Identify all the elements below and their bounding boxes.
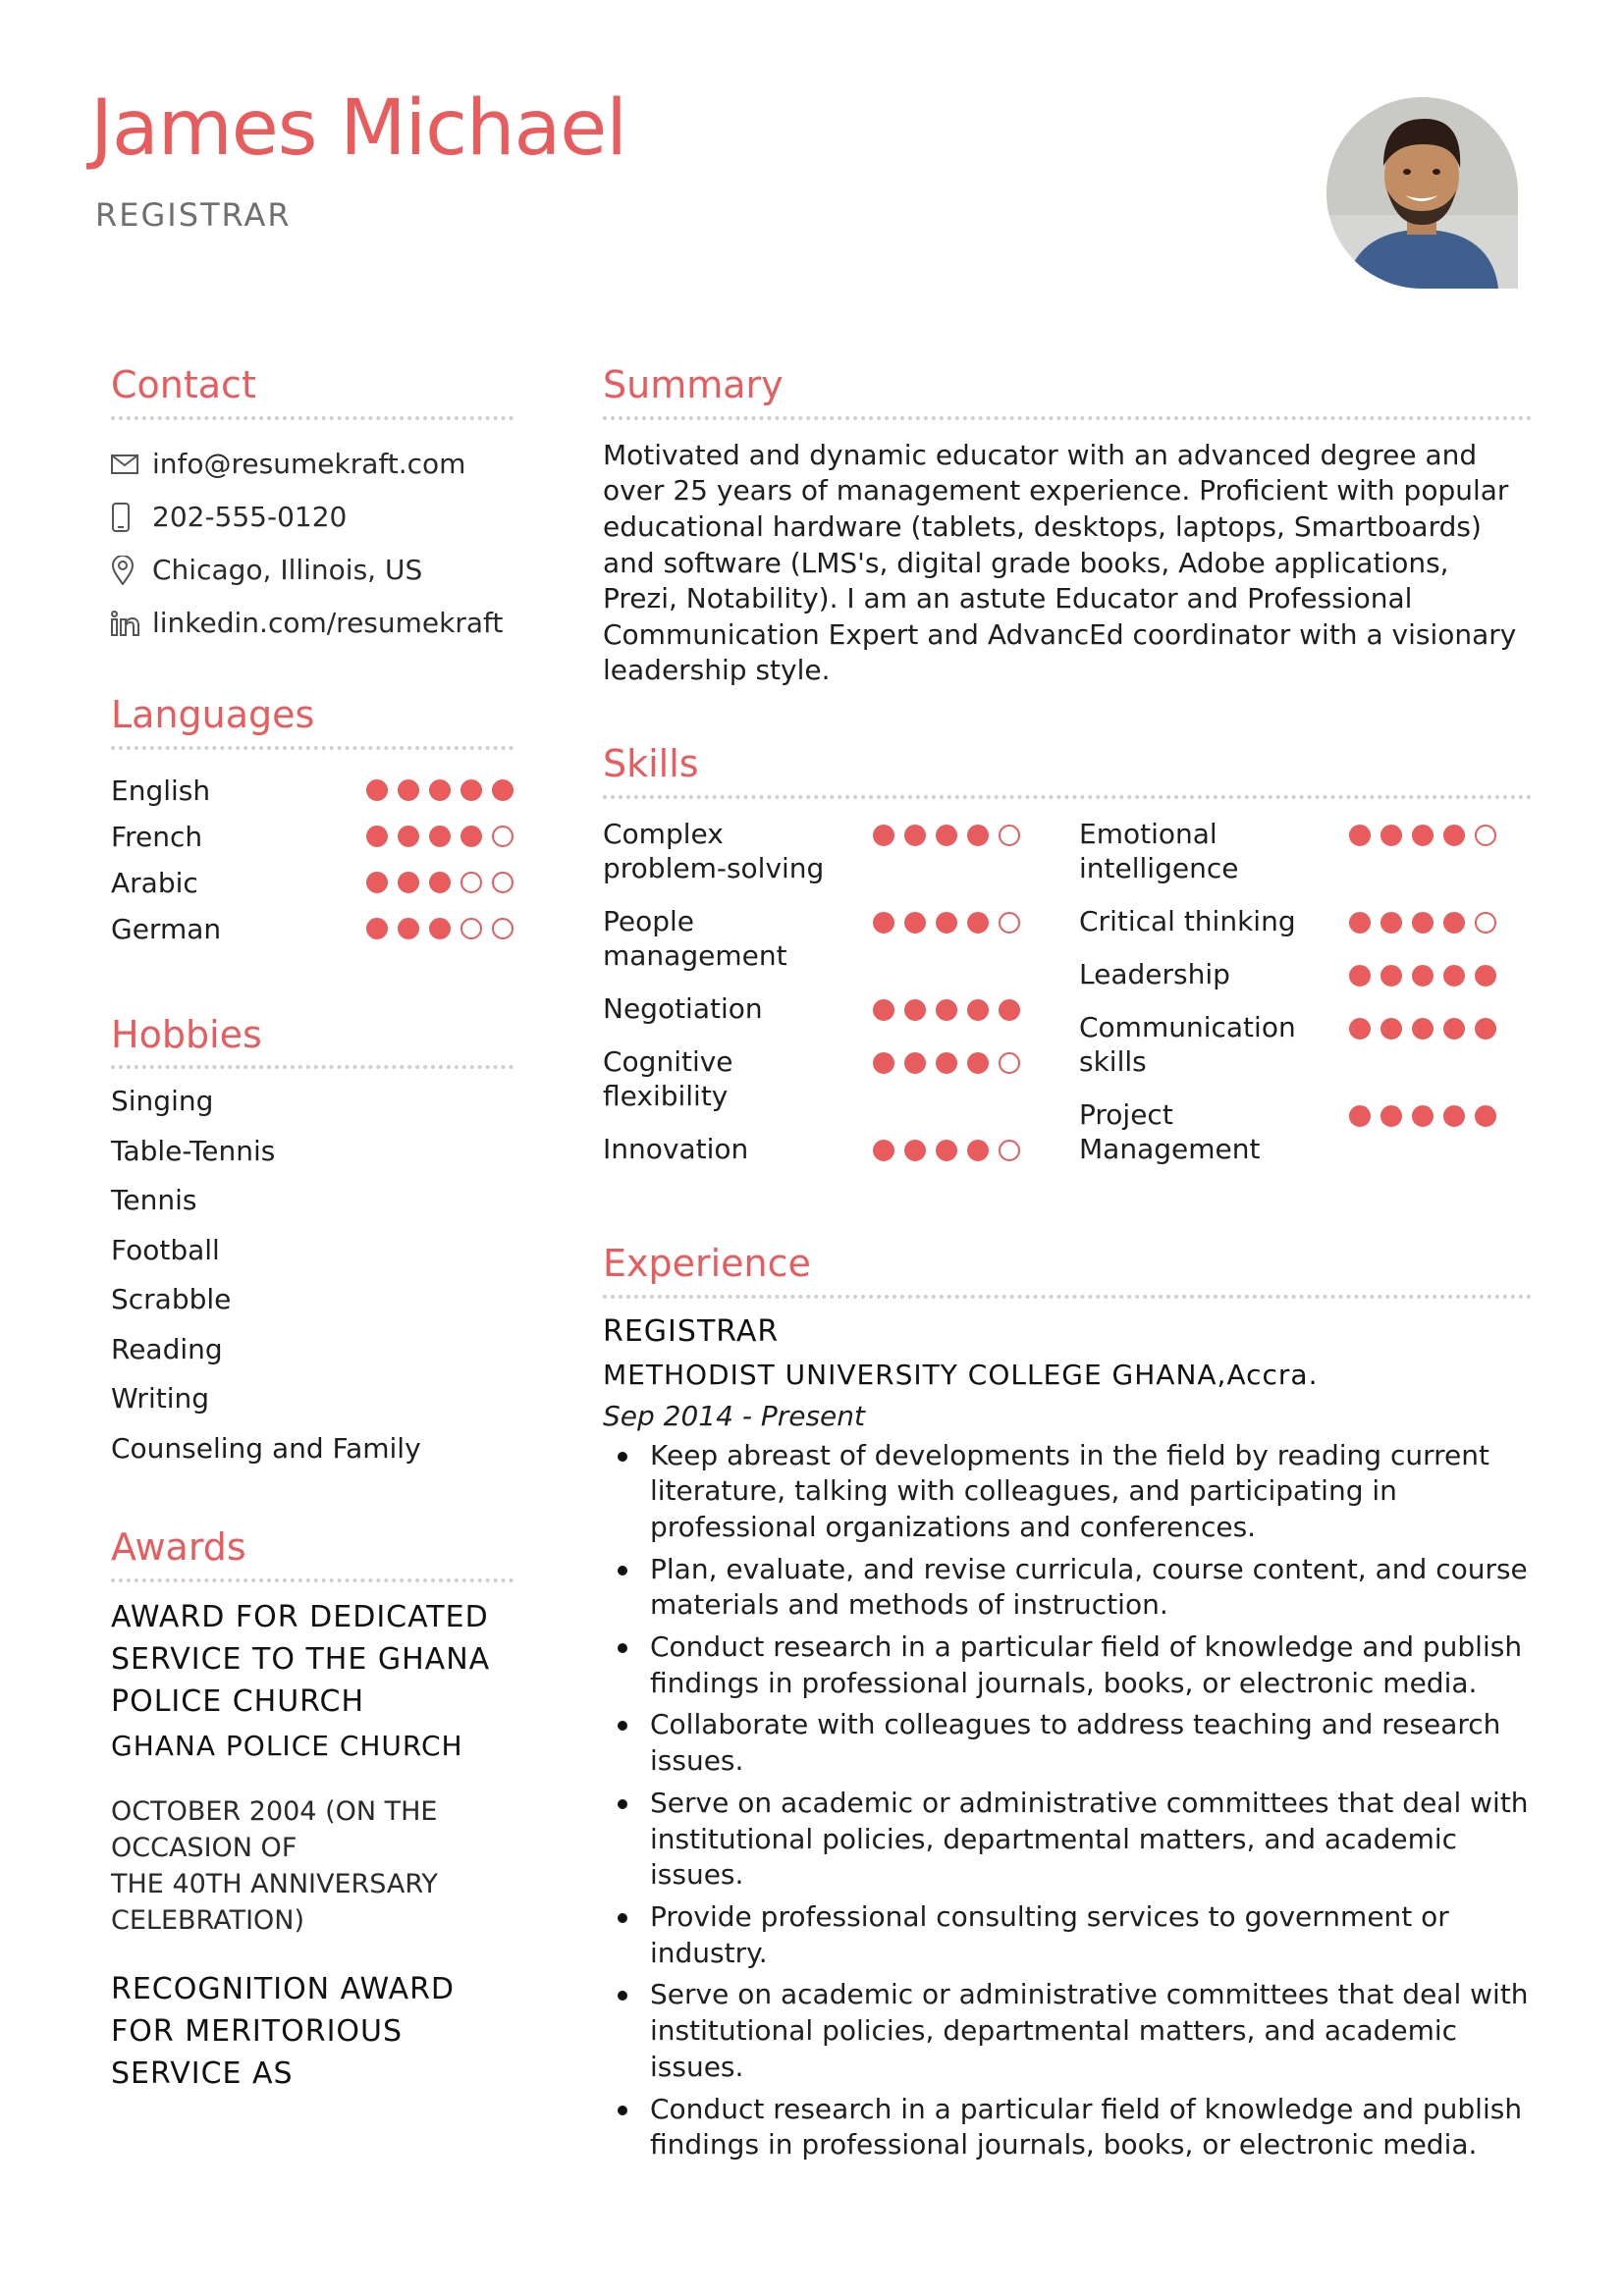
- languages-list: [111, 768, 514, 952]
- hobby-item: Table-Tennis: [111, 1134, 276, 1167]
- rating-dot-filled: [1380, 1105, 1402, 1127]
- right-column: [603, 365, 1532, 2169]
- rating-dot-filled: [460, 826, 482, 847]
- language-row: [111, 814, 514, 860]
- job-bullet: Collaborate with colleagues to address teaching and research issues.: [603, 1707, 1532, 1779]
- linkedin-icon: [111, 608, 152, 639]
- rating-dot-filled: [967, 1052, 989, 1074]
- candidate-name: James Michael: [90, 84, 626, 173]
- job-bullet: Plan, evaluate, and revise curricula, course content, and course materials and methods of instruction.: [603, 1552, 1532, 1624]
- rating-dots: [366, 918, 514, 939]
- job-company: METHODIST UNIVERSITY COLLEGE GHANA,Accra.: [603, 1358, 1319, 1391]
- job-entry: [603, 1310, 1532, 2163]
- skill-row: [1079, 1010, 1496, 1079]
- candidate-role: REGISTRAR: [95, 196, 292, 234]
- rating-dots: [366, 872, 514, 893]
- rating-dot-filled: [1443, 1105, 1465, 1127]
- rating-dot-filled: [1349, 825, 1371, 846]
- rating-dot-filled: [873, 1052, 894, 1074]
- skill-name: Project Management: [1079, 1097, 1261, 1165]
- rating-dot-filled: [398, 872, 419, 893]
- job-bullet: Serve on academic or administrative committees that deal with institutional policies, departmental matters, and academic issues.: [603, 1977, 1532, 2085]
- rating-dot-filled: [1349, 965, 1371, 987]
- rating-dot-filled: [936, 999, 957, 1021]
- rating-dot-empty: [1475, 912, 1496, 934]
- hobby-item: Singing: [111, 1085, 214, 1118]
- award-date: OCTOBER 2004 (ON THE OCCASION OF THE 40TH ANNIVERSARY CELEBRATION): [111, 1796, 438, 1937]
- skill-name: Communication skills: [1079, 1010, 1296, 1078]
- rating-dot-filled: [1412, 825, 1434, 846]
- languages-section: [111, 692, 514, 952]
- language-name: French: [111, 820, 203, 853]
- rating-dots: [366, 779, 514, 801]
- skill-row: [1079, 817, 1496, 885]
- rating-dot-filled: [398, 918, 419, 939]
- location-pin-icon: [111, 555, 152, 586]
- hobbies-heading: Hobbies: [111, 1015, 514, 1070]
- rating-dot-filled: [1349, 1018, 1371, 1040]
- hobbies-list: [111, 1077, 514, 1473]
- experience-section: [603, 1241, 1532, 2163]
- rating-dot-filled: [873, 1140, 894, 1161]
- skills-section: [603, 741, 1532, 1185]
- rating-dot-filled: [873, 912, 894, 934]
- rating-dots: [873, 825, 1020, 846]
- rating-dot-filled: [873, 825, 894, 846]
- rating-dot-filled: [873, 999, 894, 1021]
- awards-heading: Awards: [111, 1527, 514, 1582]
- skills-right-column: [1079, 817, 1496, 1185]
- rating-dot-filled: [366, 826, 388, 847]
- award-title: AWARD FOR DEDICATED SERVICE TO THE GHANA POLICE CHURCH: [111, 1600, 491, 1720]
- language-row: [111, 768, 514, 814]
- rating-dot-filled: [1412, 912, 1434, 934]
- rating-dot-filled: [1349, 1105, 1371, 1127]
- contact-phone-text: 202-555-0120: [152, 501, 348, 534]
- rating-dot-filled: [429, 779, 451, 801]
- rating-dot-filled: [366, 872, 388, 893]
- job-date: Sep 2014 - Present: [603, 1399, 865, 1432]
- rating-dot-filled: [1475, 1105, 1496, 1127]
- hobby-item: Scrabble: [111, 1283, 232, 1316]
- contact-email[interactable]: [111, 438, 514, 491]
- summary-text: Motivated and dynamic educator with an advanced degree and over 25 years of management experience. Proficient with popular educational hardware (tablets, desktops, laptops, Smartboards) and software (LMS's, digital grade books, Adobe applications, Prezi, Notability). I am an astute Educator and Professional Communication Expert and AdvancEd coordinator with a visionary leadership style.: [603, 438, 1517, 687]
- contact-phone[interactable]: [111, 491, 514, 544]
- rating-dot-filled: [936, 1140, 957, 1161]
- rating-dot-filled: [936, 1052, 957, 1074]
- rating-dot-empty: [460, 872, 482, 893]
- rating-dot-filled: [967, 999, 989, 1021]
- job-bullets: [603, 1438, 1532, 2163]
- rating-dot-filled: [1475, 965, 1496, 987]
- rating-dot-empty: [460, 918, 482, 939]
- left-column: [111, 365, 514, 2095]
- rating-dots: [366, 826, 514, 847]
- rating-dot-filled: [1412, 1105, 1434, 1127]
- rating-dot-filled: [366, 779, 388, 801]
- skill-name: Leadership: [1079, 957, 1230, 990]
- rating-dot-filled: [429, 872, 451, 893]
- contact-section: [111, 365, 514, 650]
- rating-dot-filled: [904, 912, 926, 934]
- skill-row: [603, 1132, 1020, 1166]
- hobbies-section: [111, 1012, 514, 1474]
- contact-location: [111, 544, 514, 597]
- rating-dot-filled: [936, 912, 957, 934]
- rating-dot-filled: [1443, 965, 1465, 987]
- rating-dot-filled: [967, 912, 989, 934]
- envelope-icon: [111, 449, 152, 480]
- language-name: German: [111, 912, 222, 945]
- hobby-item: Writing: [111, 1382, 209, 1415]
- hobby-item: Football: [111, 1233, 220, 1266]
- rating-dot-filled: [1349, 912, 1371, 934]
- award-title: RECOGNITION AWARD FOR MERITORIOUS SERVICE AS: [111, 1972, 456, 2092]
- rating-dot-filled: [492, 779, 514, 801]
- rating-dot-filled: [904, 999, 926, 1021]
- language-row: [111, 906, 514, 952]
- rating-dot-empty: [492, 918, 514, 939]
- rating-dot-filled: [460, 779, 482, 801]
- languages-heading: Languages: [111, 695, 514, 750]
- skill-name: Cognitive flexibility: [603, 1044, 733, 1112]
- phone-icon: [111, 502, 152, 533]
- rating-dot-empty: [999, 1052, 1020, 1074]
- language-name: Arabic: [111, 866, 198, 899]
- rating-dot-filled: [999, 999, 1020, 1021]
- job-bullet: Conduct research in a particular field of knowledge and publish findings in professional journals, books, or electronic media.: [603, 1629, 1532, 1701]
- contact-linkedin[interactable]: [111, 597, 514, 650]
- rating-dot-filled: [967, 1140, 989, 1161]
- rating-dot-filled: [398, 779, 419, 801]
- rating-dot-filled: [1380, 912, 1402, 934]
- skill-name: Complex problem-solving: [603, 817, 825, 884]
- job-title: REGISTRAR: [603, 1313, 780, 1349]
- skill-name: Innovation: [603, 1132, 749, 1165]
- rating-dots: [1349, 912, 1496, 934]
- rating-dot-empty: [492, 826, 514, 847]
- job-bullet: Provide professional consulting services to government or industry.: [603, 1899, 1532, 1971]
- rating-dots: [1349, 1105, 1496, 1127]
- hobby-item: Counseling and Family: [111, 1431, 421, 1465]
- experience-heading: Experience: [603, 1244, 1532, 1299]
- skills-heading: Skills: [603, 744, 1532, 799]
- skill-row: [1079, 904, 1496, 938]
- rating-dots: [1349, 1018, 1496, 1040]
- rating-dots: [873, 999, 1020, 1021]
- summary-heading: Summary: [603, 365, 1532, 420]
- rating-dot-filled: [904, 825, 926, 846]
- rating-dot-filled: [1380, 825, 1402, 846]
- contact-email-text: info@resumekraft.com: [152, 448, 466, 481]
- rating-dot-empty: [999, 825, 1020, 846]
- award-organization: GHANA POLICE CHURCH: [111, 1730, 463, 1763]
- rating-dots: [873, 1052, 1020, 1074]
- rating-dot-filled: [1380, 1018, 1402, 1040]
- rating-dot-filled: [1443, 912, 1465, 934]
- skill-row: [1079, 1097, 1496, 1166]
- skill-name: Negotiation: [603, 991, 763, 1025]
- rating-dot-filled: [936, 825, 957, 846]
- rating-dot-filled: [1443, 1018, 1465, 1040]
- rating-dots: [873, 1140, 1020, 1161]
- rating-dot-filled: [1380, 965, 1402, 987]
- summary-section: [603, 365, 1532, 689]
- skill-name: People management: [603, 904, 787, 972]
- profile-photo: [1326, 97, 1518, 289]
- skill-row: [603, 991, 1020, 1026]
- rating-dot-filled: [1443, 825, 1465, 846]
- language-row: [111, 860, 514, 906]
- rating-dot-filled: [904, 1140, 926, 1161]
- contact-linkedin-text: linkedin.com/resumekraft: [152, 607, 504, 640]
- contact-location-text: Chicago, Illinois, US: [152, 554, 423, 587]
- rating-dots: [1349, 825, 1496, 846]
- rating-dots: [873, 912, 1020, 934]
- language-name: English: [111, 774, 211, 807]
- rating-dot-filled: [1412, 965, 1434, 987]
- rating-dot-filled: [967, 825, 989, 846]
- awards-section: [111, 1527, 514, 2095]
- rating-dot-empty: [999, 912, 1020, 934]
- rating-dot-filled: [398, 826, 419, 847]
- job-bullet: Conduct research in a particular field of knowledge and publish findings in professional journals, books, or electronic media.: [603, 2092, 1532, 2163]
- skill-row: [1079, 957, 1496, 991]
- skill-name: Critical thinking: [1079, 904, 1296, 937]
- skills-left-column: [603, 817, 1020, 1185]
- rating-dot-empty: [999, 1140, 1020, 1161]
- skill-row: [603, 1044, 1020, 1113]
- rating-dot-filled: [1412, 1018, 1434, 1040]
- rating-dot-filled: [1475, 1018, 1496, 1040]
- contact-heading: Contact: [111, 365, 514, 420]
- skill-row: [603, 817, 1020, 885]
- skill-name: Emotional intelligence: [1079, 817, 1239, 884]
- rating-dot-filled: [904, 1052, 926, 1074]
- rating-dot-filled: [366, 918, 388, 939]
- rating-dot-empty: [1475, 825, 1496, 846]
- hobby-item: Reading: [111, 1332, 223, 1365]
- job-bullet: Keep abreast of developments in the field by reading current literature, talking with colleagues, and participating in professional organizations and conferences.: [603, 1438, 1532, 1546]
- rating-dot-empty: [492, 872, 514, 893]
- skill-row: [603, 904, 1020, 973]
- rating-dot-filled: [429, 826, 451, 847]
- hobby-item: Tennis: [111, 1184, 197, 1217]
- rating-dot-filled: [429, 918, 451, 939]
- rating-dots: [1349, 965, 1496, 987]
- job-bullet: Serve on academic or administrative committees that deal with institutional policies, departmental matters, and academic issues.: [603, 1786, 1532, 1894]
